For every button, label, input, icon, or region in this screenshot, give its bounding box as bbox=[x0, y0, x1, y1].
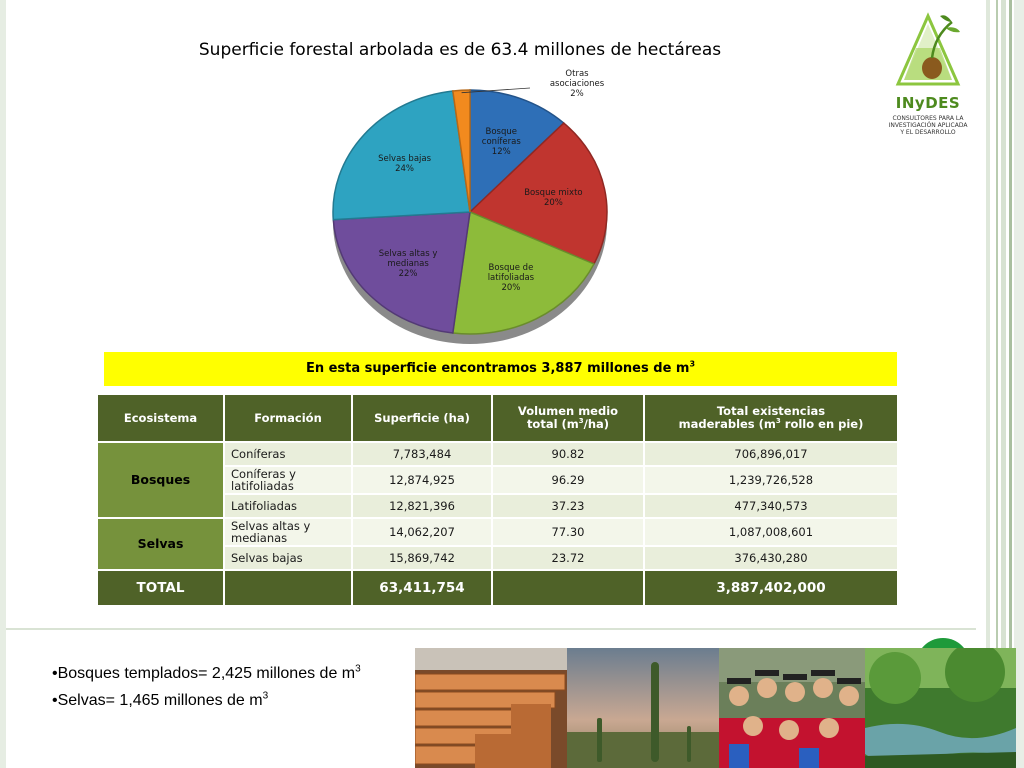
cell-superficie: 7,783,484 bbox=[352, 442, 492, 466]
forest-cover-pie-chart bbox=[300, 60, 640, 350]
cell-existencias: 376,430,280 bbox=[644, 546, 898, 570]
group-cell-selvas: Selvas bbox=[97, 518, 224, 570]
pie-slice-label: Bosque de latifoliadas 20% bbox=[487, 263, 535, 294]
footer-divider bbox=[6, 628, 976, 630]
col-header-ecosistema: Ecosistema bbox=[97, 394, 224, 442]
cell-volumen: 23.72 bbox=[492, 546, 644, 570]
cell-formacion: Coníferas bbox=[224, 442, 352, 466]
banner-text: En esta superficie encontramos 3,887 millones de m bbox=[305, 361, 690, 376]
cell-formacion: Coníferas y latifoliadas bbox=[224, 466, 352, 494]
cell-existencias: 1,239,726,528 bbox=[644, 466, 898, 494]
bullet-bosques-templados: •Bosques templados= 2,425 millones de $m^3$ bbox=[52, 663, 361, 682]
cell-existencias: 477,340,573 bbox=[644, 494, 898, 518]
cell-formacion: Latifoliadas bbox=[224, 494, 352, 518]
table-total-row bbox=[97, 570, 898, 606]
inydes-logo bbox=[872, 8, 984, 140]
photo-lumber-stack bbox=[415, 648, 567, 768]
seedling-triangle-icon bbox=[872, 8, 984, 98]
pie-chart-svg bbox=[300, 60, 640, 350]
total-label: TOTAL bbox=[97, 570, 224, 606]
cell-superficie: 12,874,925 bbox=[352, 466, 492, 494]
cell-existencias: 1,087,008,601 bbox=[644, 518, 898, 546]
cell-volumen: 77.30 bbox=[492, 518, 644, 546]
total-empty-cell bbox=[492, 570, 644, 606]
forest-ecosystem-table bbox=[96, 393, 899, 607]
col-header-formacion: Formación bbox=[224, 394, 352, 442]
bullet-selvas: •Selvas= 1,465 millones de $m^3$ bbox=[52, 690, 269, 709]
total-empty-cell bbox=[224, 570, 352, 606]
pie-slice-label: Bosque coníferas 12% bbox=[481, 126, 521, 157]
cell-volumen: 37.23 bbox=[492, 494, 644, 518]
logo-tagline: CONSULTORES PARA LA INVESTIGACIÓN APLICADA Y EL DESARROLLO bbox=[888, 115, 968, 136]
col-header-volumen: Volumen medio total $(m^3/ha)$ bbox=[492, 394, 644, 442]
total-superficie: 63,411,754 bbox=[352, 570, 492, 606]
pie-slice-label: Otras asociaciones 2% bbox=[549, 69, 605, 99]
table-header-row bbox=[97, 394, 898, 442]
cell-volumen: 90.82 bbox=[492, 442, 644, 466]
photo-forest-river bbox=[865, 648, 1016, 768]
photo-desert-cactus bbox=[567, 648, 719, 768]
pie-slice-label: Selvas bajas 24% bbox=[378, 153, 432, 174]
table-row bbox=[97, 442, 898, 466]
volume-banner bbox=[104, 352, 897, 386]
logo-brand: INyDES bbox=[895, 94, 961, 112]
cell-formacion: Selvas bajas bbox=[224, 546, 352, 570]
total-existencias: 3,887,402,000 bbox=[644, 570, 898, 606]
banner-superscript: 3 bbox=[689, 359, 696, 369]
left-border-stripe bbox=[0, 0, 6, 768]
cell-volumen: 96.29 bbox=[492, 466, 644, 494]
col-header-superficie: Superficie (ha) bbox=[352, 394, 492, 442]
cell-superficie: 12,821,396 bbox=[352, 494, 492, 518]
group-cell-bosques: Bosques bbox=[97, 442, 224, 518]
photo-indigenous-community bbox=[719, 648, 865, 768]
pie-slice-label: Selvas altas y medianas 22% bbox=[378, 248, 438, 279]
cell-formacion: Selvas altas y medianas bbox=[224, 518, 352, 546]
slide-title: Superficie forestal arbolada es de 63.4 millones de hectáreas bbox=[198, 40, 722, 60]
summary-bullets bbox=[52, 660, 361, 714]
pie-slice-label: Bosque mixto 20% bbox=[524, 187, 583, 208]
cell-superficie: 15,869,742 bbox=[352, 546, 492, 570]
cell-superficie: 14,062,207 bbox=[352, 518, 492, 546]
col-header-existencias: Total existencias maderables ($m^3$ rollo en pie) bbox=[644, 394, 898, 442]
cell-existencias: 706,896,017 bbox=[644, 442, 898, 466]
table-row bbox=[97, 518, 898, 546]
